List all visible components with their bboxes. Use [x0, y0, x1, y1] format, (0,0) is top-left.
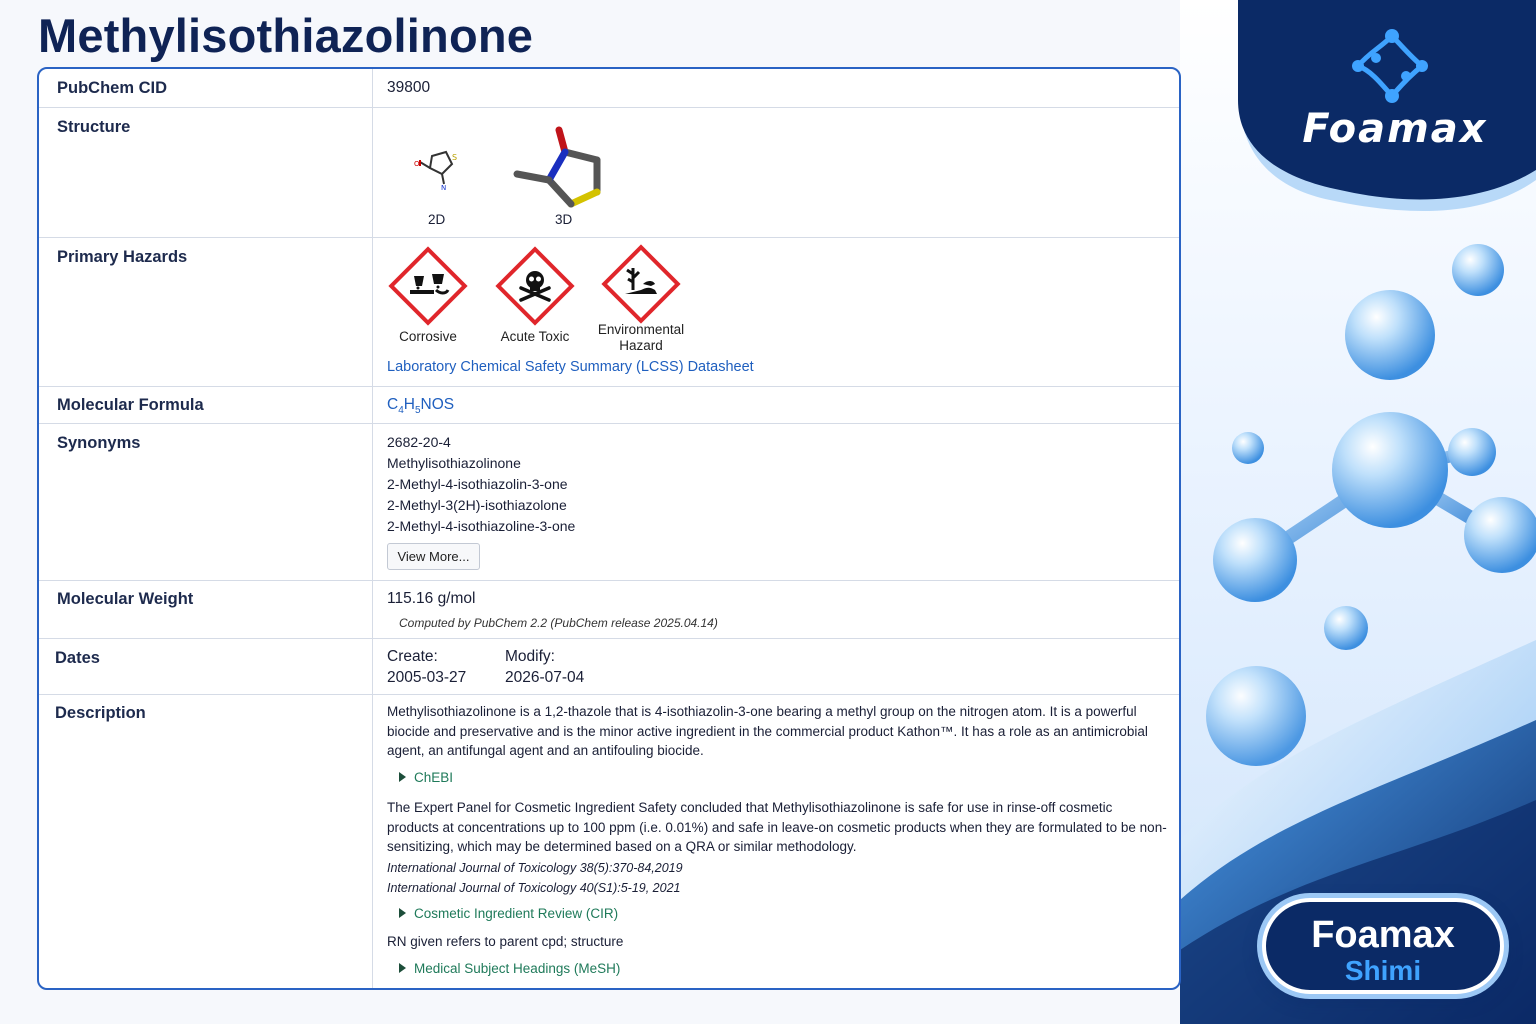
list-item: 2-Methyl-4-isothiazolin-3-one: [387, 476, 568, 492]
cir-link[interactable]: Cosmetic Ingredient Review (CIR): [399, 906, 618, 921]
structure-3d-label: 3D: [555, 212, 573, 227]
hazards-label: Primary Hazards: [57, 248, 188, 266]
view-more-button[interactable]: View More...: [387, 543, 480, 570]
structure-label: Structure: [57, 118, 131, 136]
table-row-structure: [39, 108, 1179, 238]
cid-label: PubChem CID: [57, 79, 168, 97]
dates-label: Dates: [55, 649, 100, 667]
svg-text:O: O: [414, 160, 420, 168]
structure-3d-image[interactable]: [509, 116, 609, 212]
description-paragraph-3: RN given refers to parent cpd; structure: [387, 934, 624, 949]
svg-text:N: N: [441, 184, 447, 192]
table-row-description: [39, 695, 1179, 990]
list-item: Methylisothiazolinone: [387, 455, 521, 471]
table-row-weight: [39, 581, 1179, 639]
weight-label: Molecular Weight: [57, 590, 194, 608]
weight-note: Computed by PubChem 2.2 (PubChem release 2025.04.14): [399, 616, 718, 630]
description-paragraph-1: Methylisothiazolinone is a 1,2-thazole that is 4-isothiazolin-3-one bearing a methyl group on the nitrogen atom. It is a powerful biocide and preservative and is the minor active ingredient in the commercial product Kathon™. It has a role as an antimicrobial agent, an antifungal agent and an antifouling biocide.: [387, 704, 1148, 758]
table-row-synonyms: [39, 424, 1179, 581]
weight-value: 115.16 g/mol: [387, 590, 476, 607]
skull-crossbones-pictogram-icon: [495, 246, 575, 326]
table-row-cid: [39, 69, 1179, 108]
create-date-label: Create:: [387, 648, 438, 665]
formula-link[interactable]: $C_4H_5NOS$: [387, 396, 455, 417]
description-label: Description: [55, 704, 146, 722]
expand-triangle-icon: [399, 772, 406, 782]
structure-2d-image[interactable]: [412, 142, 464, 192]
modify-date-label: Modify:: [505, 648, 555, 665]
brand-background: [1180, 0, 1536, 1024]
reference-2: International Journal of Toxicology 40(S1):5-19, 2021: [387, 881, 681, 895]
brand-panel: [1180, 0, 1536, 1024]
environment-pictogram-icon: [601, 244, 681, 324]
description-paragraph-2: The Expert Panel for Cosmetic Ingredient Safety concluded that Methylisothiazolinone is safe for use in rinse-off cosmetic products at concentrations up to 100 ppm (i.e. 0.01%) and safe in leave-on cosmetic products when they are formulated to be non-sensitizing, which may be determined based on a QRA or similar methodology.: [387, 800, 1167, 854]
hazard-label-acute-toxic: Acute Toxic: [500, 329, 570, 344]
hazard-label-environmental: Environmental Hazard: [597, 322, 685, 353]
synonyms-label: Synonyms: [57, 434, 141, 452]
hazard-label-corrosive: Corrosive: [399, 329, 457, 344]
structure-2d-label: 2D: [428, 212, 446, 227]
list-item: 2682-20-4: [387, 434, 451, 450]
brand-logo-text: Foamax: [1302, 106, 1488, 152]
modify-date-value: 2026-07-04: [505, 669, 585, 686]
table-row-hazards: [39, 238, 1179, 387]
expand-triangle-icon: [399, 963, 406, 973]
compound-summary-table: [37, 67, 1181, 990]
table-row-formula: [39, 387, 1179, 424]
badge-subtitle: Shimi: [1344, 955, 1422, 986]
reference-1: International Journal of Toxicology 38(5):370-84,2019: [387, 861, 683, 875]
page-title: Methylisothiazolinone: [38, 9, 534, 62]
brand-badge: [1262, 898, 1504, 994]
list-item: 2-Methyl-4-isothiazoline-3-one: [387, 518, 576, 534]
synonyms-list: [387, 432, 575, 537]
table-row-dates: [39, 639, 1179, 695]
badge-title: Foamax: [1311, 914, 1455, 956]
mesh-link[interactable]: Medical Subject Headings (MeSH): [399, 961, 620, 976]
corrosive-pictogram-icon: [388, 246, 468, 326]
create-date-value: 2005-03-27: [387, 669, 467, 686]
cid-value: 39800: [387, 79, 431, 96]
chebi-link[interactable]: ChEBI: [399, 770, 453, 785]
list-item: 2-Methyl-3(2H)-isothiazolone: [387, 497, 567, 513]
lcss-datasheet-link[interactable]: Laboratory Chemical Safety Summary (LCSS) Datasheet: [387, 359, 754, 375]
expand-triangle-icon: [399, 908, 406, 918]
formula-label: Molecular Formula: [57, 396, 204, 414]
svg-text:S: S: [452, 153, 458, 162]
